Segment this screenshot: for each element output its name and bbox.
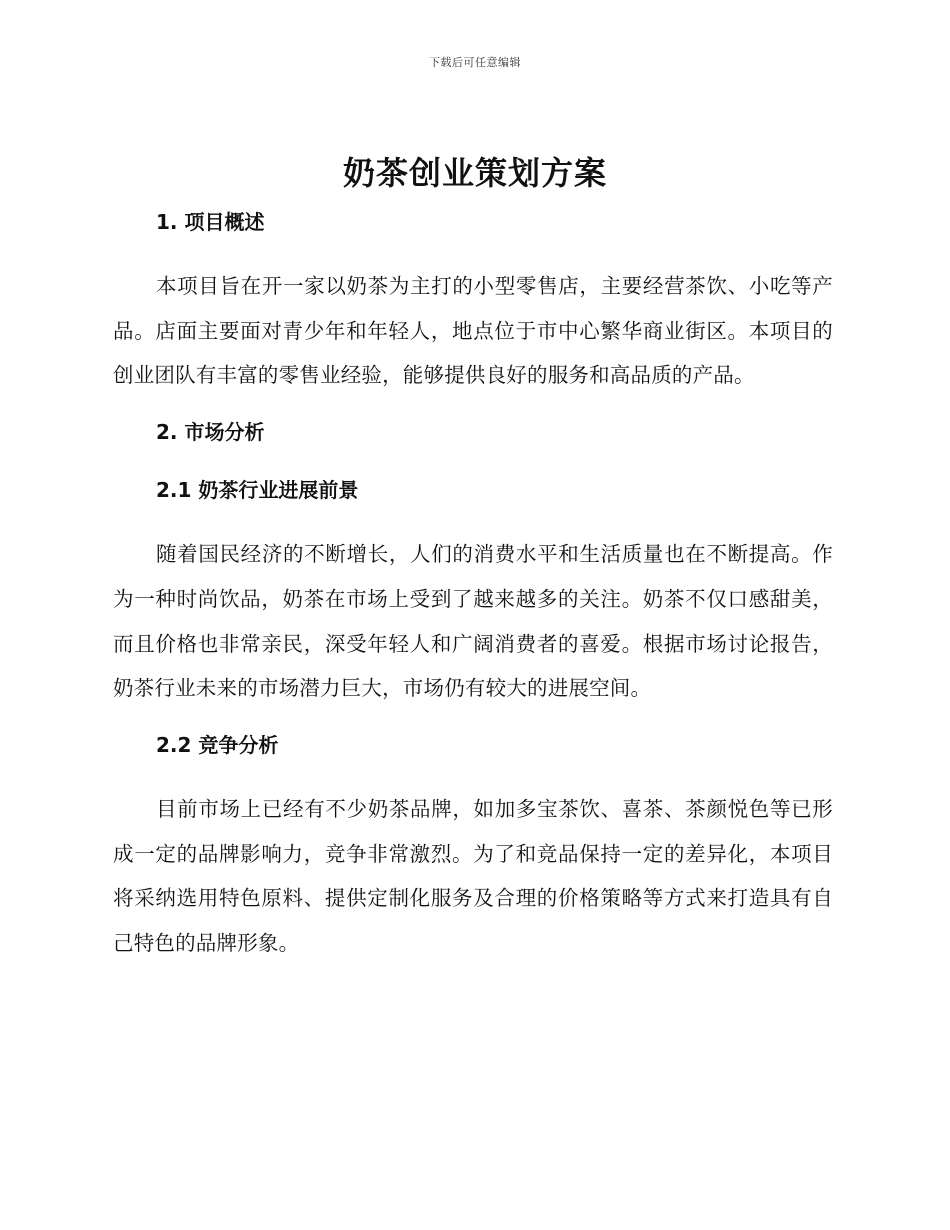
section-heading-market-analysis: 2. 市场分析 (156, 420, 265, 445)
section-heading-industry-outlook: 2.1 奶茶行业进展前景 (156, 478, 359, 503)
section-heading-competition: 2.2 竞争分析 (156, 732, 279, 757)
paragraph-industry-outlook: 随着国民经济的不断增长，人们的消费水平和生活质量也在不断提高。作为一种时尚饮品，奶茶在市场上受到了越来越多的关注。奶茶不仅口感甜美，而且价格也非常亲民，深受年轻人和广阔消费者的喜爱。根据市场讨论报告，奶茶行业未来的市场潜力巨大，市场仍有较大的进展空间。 (113, 542, 833, 701)
section-heading-overview: 1. 项目概述 (156, 210, 265, 234)
header-note: 下载后可任意编辑 (429, 56, 521, 69)
document-body (113, 206, 833, 966)
document-title: 奶茶创业策划方案 (342, 154, 607, 192)
paragraph-overview: 本项目旨在开一家以奶茶为主打的小型零售店，主要经营茶饮、小吃等产品。店面主要面对青少年和年轻人，地点位于市中心繁华商业街区。本项目的创业团队有丰富的零售业经验，能够提供良好的服务和高品质的产品。 (113, 274, 833, 388)
paragraph-competition: 目前市场上已经有不少奶茶品牌，如加多宝茶饮、喜茶、茶颜悦色等已形成一定的品牌影响力，竞争非常激烈。为了和竞品保持一定的差异化，本项目将采纳选用特色原料、提供定制化服务及合理的价格策略等方式来打造具有自己特色的品牌形象。 (113, 796, 833, 956)
